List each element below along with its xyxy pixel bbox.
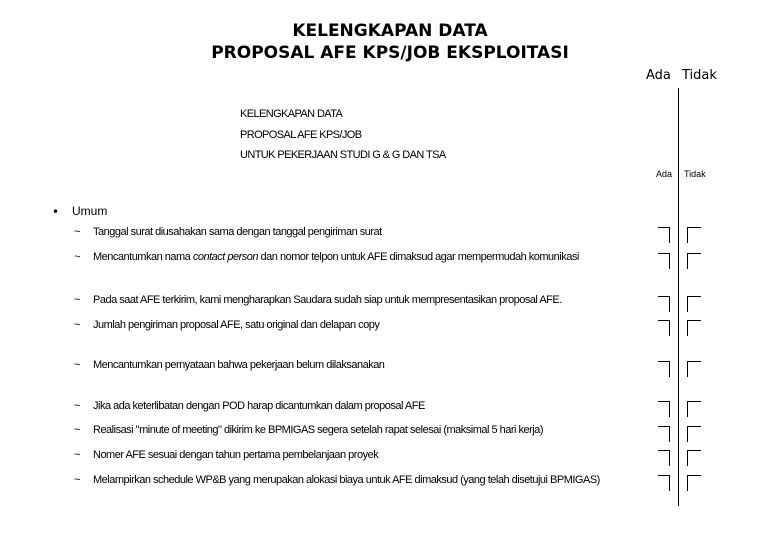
item-text: Mencantumkan nama — [93, 251, 193, 263]
checklist-item — [74, 424, 543, 436]
item-text-italic: contact person — [192, 251, 258, 263]
ada-checkbox[interactable] — [658, 227, 670, 243]
section-title-umum: Umum — [72, 204, 108, 218]
ada-checkbox[interactable] — [658, 361, 670, 377]
item-tilde: ~ — [74, 294, 80, 306]
item-text: Jumlah pengiriman proposal AFE, satu original dan delapan copy — [93, 319, 380, 331]
item-tilde: ~ — [74, 474, 80, 486]
tidak-checkbox[interactable] — [687, 253, 701, 269]
checklist-item — [74, 251, 579, 263]
item-text: Tanggal surat diusahakan sama dengan tanggal pengiriman surat — [93, 226, 382, 238]
inner-title-line-2: PROPOSAL AFE KPS/JOB — [240, 129, 362, 141]
checklist-item — [74, 226, 382, 238]
item-tilde: ~ — [74, 226, 80, 238]
item-tilde: ~ — [74, 424, 80, 436]
item-tilde: ~ — [74, 319, 80, 331]
tidak-checkbox[interactable] — [687, 475, 701, 491]
inner-column-ada: Ada — [656, 169, 673, 179]
item-tilde: ~ — [74, 449, 80, 461]
checklist-item — [74, 359, 384, 371]
item-tilde: ~ — [74, 251, 80, 263]
ada-checkbox[interactable] — [658, 401, 670, 417]
item-text-continued: dan nomor telpon untuk AFE dimaksud agar mempermudah komunikasi — [258, 251, 579, 263]
tidak-checkbox[interactable] — [687, 401, 701, 417]
ada-checkbox[interactable] — [658, 450, 670, 466]
ada-checkbox[interactable] — [658, 426, 670, 442]
column-header-tidak: Tidak — [682, 68, 717, 83]
item-text: Pada saat AFE terkirim, kami mengharapkan Saudara sudah siap untuk mempresentasikan proposal AFE. — [93, 294, 562, 306]
tidak-checkbox[interactable] — [687, 320, 701, 336]
tidak-checkbox[interactable] — [687, 450, 701, 466]
column-header-ada: Ada — [646, 68, 671, 83]
tidak-checkbox[interactable] — [687, 227, 701, 243]
checklist-item — [74, 400, 425, 412]
item-text: Melampirkan schedule WP&B yang merupakan alokasi biaya untuk AFE dimaksud (yang telah disetujui BPMIGAS) — [93, 474, 600, 486]
item-text: Nomer AFE sesuai dengan tahun pertama pembelanjaan proyek — [93, 449, 379, 461]
title-line-1: KELENGKAPAN DATA — [292, 21, 488, 41]
ada-checkbox[interactable] — [658, 475, 670, 491]
checklist-item — [74, 474, 600, 486]
tidak-checkbox[interactable] — [687, 361, 701, 377]
checklist-item — [74, 294, 562, 306]
item-tilde: ~ — [74, 359, 80, 371]
page-title — [0, 20, 780, 64]
tidak-checkbox[interactable] — [687, 296, 701, 312]
section-bullet: • — [52, 205, 60, 219]
ada-checkbox[interactable] — [658, 253, 670, 269]
inner-title-line-3: UNTUK PEKERJAAN STUDI G & G DAN TSA — [240, 149, 446, 161]
title-line-2: PROPOSAL AFE KPS/JOB EKSPLOITASI — [211, 43, 569, 63]
item-tilde: ~ — [74, 400, 80, 412]
item-text: Mencantumkan pernyataan bahwa pekerjaan belum dilaksanakan — [93, 359, 385, 371]
checklist-item — [74, 449, 378, 461]
ada-checkbox[interactable] — [658, 320, 670, 336]
inner-title-line-1: KELENGKAPAN DATA — [240, 108, 343, 120]
inner-column-tidak: Tidak — [684, 169, 706, 179]
checklist-item — [74, 319, 379, 331]
item-text: Realisasi "minute of meeting" dikirim ke BPMIGAS segera setelah rapat selesai (maksimal 5 hari kerja) — [93, 424, 544, 436]
item-text: Jika ada keterlibatan dengan POD harap dicantumkan dalam proposal AFE — [93, 400, 425, 412]
ada-checkbox[interactable] — [658, 296, 670, 312]
column-divider — [678, 88, 679, 506]
tidak-checkbox[interactable] — [687, 426, 701, 442]
